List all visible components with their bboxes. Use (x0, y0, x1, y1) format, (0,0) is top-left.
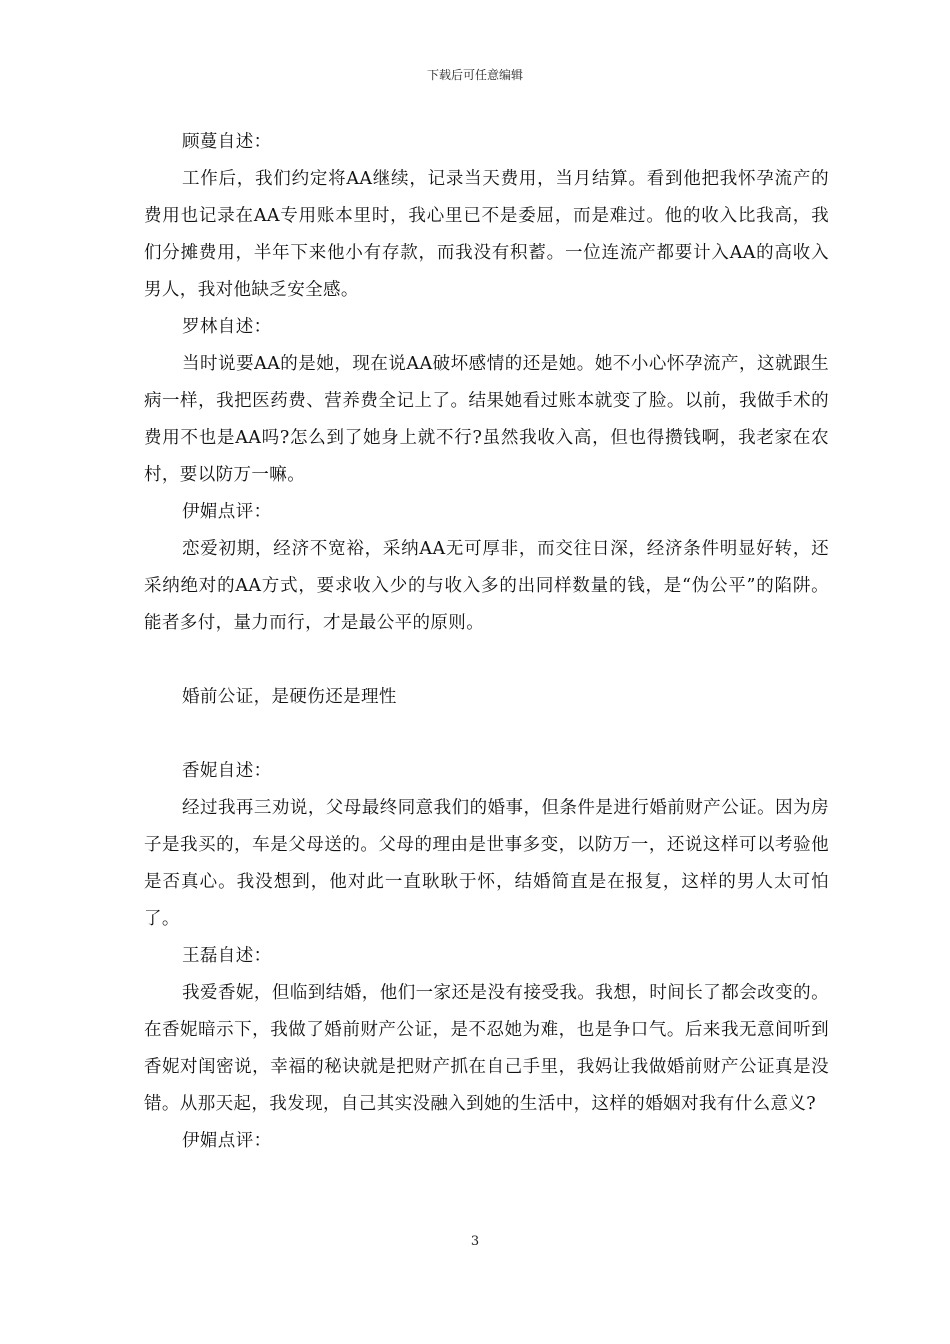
paragraph-gu-man: 工作后，我们约定将AA继续，记录当天费用，当月结算。看到他把我怀孕流产的费用也记录在AA专用账本里时，我心里已不是委屈，而是难过。他的收入比我高，我们分摊费用，半年下来他小有存款，而我没有积蓄。一位连流产都要计入AA的高收入男人，我对他缺乏安全感。 (144, 169, 829, 300)
page-header: 下载后可任意编辑 (426, 68, 523, 82)
document-body (144, 124, 829, 1160)
paragraph-luo-lin: 当时说要AA的是她，现在说AA破坏感情的还是她。她不小心怀孕流产，这就跟生病一样，我把医药费、营养费全记上了。结果她看过账本就变了脸。以前，我做手术的费用不也是AA吗?怎么到了她身上就不行?虽然我收入高，但也得攒钱啊，我老家在农村，要以防万一嘛。 (144, 354, 829, 485)
paragraph-xiang-ni: 经过我再三劝说，父母最终同意我们的婚事，但条件是进行婚前财产公证。因为房子是我买的，车是父母送的。父母的理由是世事多变，以防万一，还说这样可以考验他是否真心。我没想到，他对此一直耿耿于怀，结婚简直是在报复，这样的男人太可怕了。 (144, 798, 829, 929)
speaker-label-gu-man: 顾蔓自述： (182, 132, 272, 152)
speaker-label-wang-lei: 王磊自述： (182, 946, 272, 966)
speaker-label-yi-mei-2: 伊媚点评： (182, 1131, 272, 1151)
speaker-label-luo-lin: 罗林自述： (182, 317, 272, 337)
speaker-label-xiang-ni: 香妮自述： (182, 761, 272, 781)
blank-line (144, 642, 829, 679)
paragraph-yi-mei-1: 恋爱初期，经济不宽裕，采纳AA无可厚非，而交往日深，经济条件明显好转，还采纳绝对的AA方式，要求收入少的与收入多的出同样数量的钱，是“伪公平”的陷阱。能者多付，量力而行，才是最公平的原则。 (144, 539, 829, 633)
blank-line (144, 716, 829, 753)
page-number: 3 (470, 1234, 480, 1249)
speaker-label-yi-mei-1: 伊媚点评： (182, 502, 272, 522)
paragraph-wang-lei: 我爱香妮，但临到结婚，他们一家还是没有接受我。我想，时间长了都会改变的。在香妮暗示下，我做了婚前财产公证，是不忍她为难，也是争口气。后来我无意间听到香妮对闺密说，幸福的秘诀就是把财产抓在自己手里，我妈让我做婚前财产公证真是没错。从那天起，我发现，自己其实没融入到她的生活中，这样的婚姻对我有什么意义? (144, 983, 829, 1114)
section-title: 婚前公证，是硬伤还是理性 (182, 687, 397, 707)
